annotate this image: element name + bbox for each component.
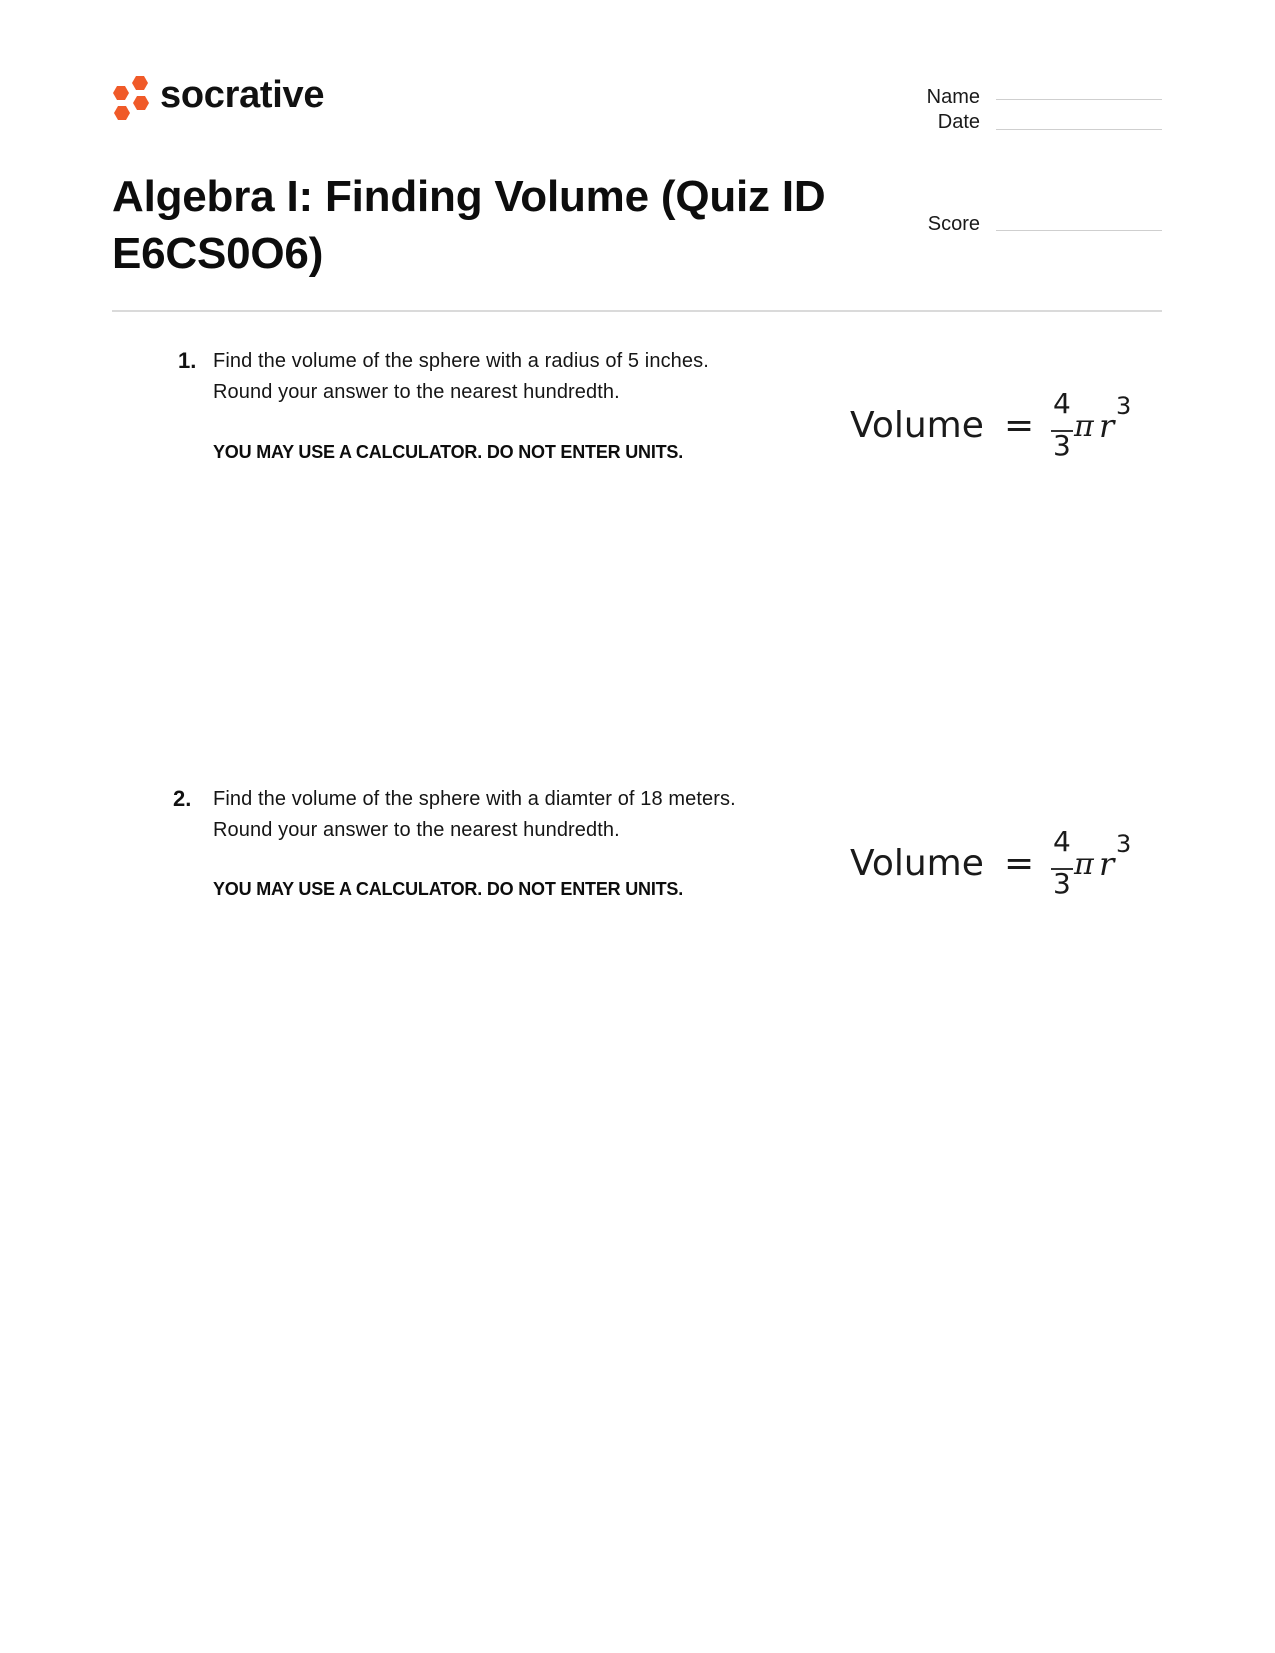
- formula-variable: r: [1099, 845, 1115, 883]
- formula-word: Volume: [850, 405, 984, 446]
- volume-formula-image: [850, 387, 1150, 472]
- formula-variable: r: [1099, 407, 1115, 445]
- formula-equals: =: [1004, 843, 1035, 884]
- formula-pi: π: [1074, 847, 1094, 882]
- name-field-line[interactable]: [996, 99, 1162, 100]
- date-field-line[interactable]: [996, 129, 1162, 130]
- formula-denominator: 3: [1053, 429, 1071, 462]
- hexagon-cluster-icon: [112, 73, 152, 123]
- question-text-line-1: Find the volume of the sphere with a diamter of 18 meters.: [213, 788, 736, 810]
- formula-pi: π: [1074, 409, 1094, 444]
- formula-denominator: 3: [1053, 867, 1071, 900]
- question-number: 2.: [173, 786, 192, 811]
- question-instructions: YOU MAY USE A CALCULATOR. DO NOT ENTER UNITS.: [213, 879, 684, 899]
- question-number: 1.: [178, 348, 197, 373]
- score-field-line[interactable]: [996, 230, 1162, 231]
- formula-exponent: 3: [1116, 392, 1132, 420]
- volume-formula-image: [850, 825, 1150, 910]
- socrative-logo-icon: [112, 73, 152, 123]
- name-label: Name: [926, 86, 980, 108]
- formula-numerator: 4: [1053, 387, 1071, 420]
- date-label: Date: [937, 111, 980, 133]
- formula-exponent: 3: [1116, 830, 1132, 858]
- header-divider: [112, 310, 1162, 312]
- question-instructions: YOU MAY USE A CALCULATOR. DO NOT ENTER UNITS.: [213, 442, 684, 462]
- question-text-line-1: Find the volume of the sphere with a radius of 5 inches.: [213, 350, 709, 372]
- formula-equals: =: [1004, 405, 1035, 446]
- question-text-line-2: Round your answer to the nearest hundredth.: [213, 381, 620, 403]
- formula-word: Volume: [850, 843, 984, 884]
- score-label: Score: [927, 213, 980, 235]
- formula-numerator: 4: [1053, 825, 1071, 858]
- page-title: Algebra I: Finding Volume (Quiz ID E6CS0O6): [112, 172, 826, 278]
- brand-wordmark: socrative: [160, 74, 325, 116]
- question-text-line-2: Round your answer to the nearest hundredth.: [213, 819, 620, 841]
